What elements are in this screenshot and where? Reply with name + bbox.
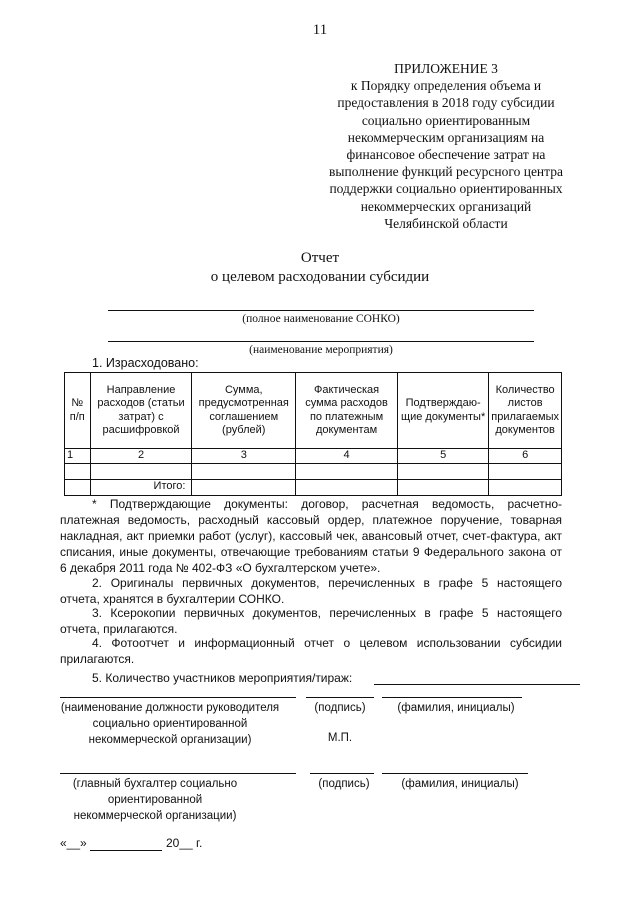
- appendix-line: к Порядку определения объема и: [350, 78, 542, 94]
- accountant-role-line: [60, 772, 296, 774]
- table-cell: [296, 463, 398, 479]
- appendix-line: некоммерческим организациям на: [347, 129, 545, 145]
- head-name-line: [382, 696, 522, 698]
- table-row: [65, 479, 562, 495]
- org-name-caption: (полное наименование СОНКО): [242, 313, 400, 325]
- accountant-name-line: [382, 772, 528, 774]
- column-number: 5: [398, 449, 489, 464]
- table-cell: [65, 479, 91, 495]
- appendix-line: социально ориентированным: [361, 112, 531, 128]
- event-name-caption: (наименование мероприятия): [249, 344, 393, 356]
- section-spent-label: 1. Израсходовано:: [92, 356, 199, 370]
- stamp-label: М.П.: [327, 732, 353, 744]
- column-number: 3: [192, 449, 296, 464]
- report-title: Отчет: [300, 250, 340, 266]
- table-cell: [398, 463, 489, 479]
- head-signature-line: [306, 696, 374, 698]
- head-name-caption: (фамилия, инициалы): [397, 702, 515, 714]
- accountant-signature-caption: (подпись): [318, 778, 370, 790]
- col-header-actual-sum: Фактическая сумма расходов по платежным документам: [296, 373, 398, 449]
- date-day: «__»: [60, 836, 87, 850]
- appendix-header: [296, 60, 596, 232]
- paragraph-participants: 5. Количество участников мероприятия/тираж:: [92, 671, 353, 685]
- event-name-line: [108, 340, 534, 342]
- table-cell: [90, 463, 192, 479]
- col-header-sheet-count: Количество листов прилагаемых документов: [489, 373, 562, 449]
- column-number: 2: [90, 449, 192, 464]
- expense-table: [64, 372, 562, 496]
- table-cell: [192, 463, 296, 479]
- table-cell: [192, 479, 296, 495]
- footnote-documents: * Подтверждающие документы: договор, расчетная ведомость, расчетно-платежная ведомость, расходный кассовый ордер, платежное поручение, товарная накладная, акт приемки работ (услуг), кассовый чек, авансовый отчет, счет-фактура, акт списания, иные документы, отвечающие требованиям статьи 9 Федерального закона от 6 декабря 2011 года № 402-ФЗ «О бухгалтерском учете».: [60, 497, 562, 575]
- column-number: 1: [65, 449, 91, 464]
- appendix-line: финансовое обеспечение затрат на: [346, 147, 546, 163]
- paragraph-copies: 3. Ксерокопии первичных документов, перечисленных в графе 5 настоящего отчета, прилагаются.: [60, 606, 562, 636]
- date-month-line: [90, 849, 162, 851]
- col-header-documents: Подтверждаю-щие документы*: [398, 373, 489, 449]
- accountant-signature-line: [310, 772, 374, 774]
- table-cell: [489, 479, 562, 495]
- head-role-caption: (наименование должности руководителя социально ориентированной некоммерческой организации): [60, 702, 280, 746]
- date-year: 20__ г.: [166, 836, 203, 850]
- table-cell: [489, 463, 562, 479]
- col-header-number: № п/п: [65, 373, 91, 449]
- col-header-direction: Направление расходов (статьи затрат) с расшифровкой: [90, 373, 192, 449]
- column-number: 6: [489, 449, 562, 464]
- paragraph-photo-report: 4. Фотоотчет и информационный отчет о целевом использовании субсидии прилагаются.: [60, 636, 562, 666]
- paragraph-originals: 2. Оригиналы первичных документов, перечисленных в графе 5 настоящего отчета, хранятся в бухгалтерии СОНКО.: [60, 576, 562, 606]
- accountant-role-caption: (главный бухгалтер социально ориентированной некоммерческой организации): [72, 778, 238, 822]
- page-number: 11: [312, 22, 328, 38]
- table-row: [65, 463, 562, 479]
- col-header-agreement-sum: Сумма, предусмотренная соглашением (рублей): [192, 373, 296, 449]
- appendix-line: ПРИЛОЖЕНИЕ 3: [394, 61, 498, 76]
- table-header-row: [65, 373, 562, 449]
- appendix-line: поддержки социально ориентированных: [329, 181, 563, 197]
- total-label: Итого:: [90, 479, 192, 495]
- table-cell: [398, 479, 489, 495]
- table-row: [65, 449, 562, 464]
- org-name-line: [108, 309, 534, 311]
- appendix-line: некоммерческих организаций: [360, 198, 532, 214]
- report-subtitle: о целевом расходовании субсидии: [210, 269, 430, 285]
- participants-line: [374, 683, 580, 685]
- appendix-line: Челябинской области: [384, 215, 508, 231]
- table-cell: [65, 463, 91, 479]
- appendix-line: предоставления в 2018 году субсидии: [337, 95, 555, 111]
- table-cell: [296, 479, 398, 495]
- head-role-line: [60, 696, 296, 698]
- accountant-name-caption: (фамилия, инициалы): [401, 778, 519, 790]
- head-signature-caption: (подпись): [314, 702, 366, 714]
- column-number: 4: [296, 449, 398, 464]
- appendix-line: выполнение функций ресурсного центра: [329, 164, 563, 180]
